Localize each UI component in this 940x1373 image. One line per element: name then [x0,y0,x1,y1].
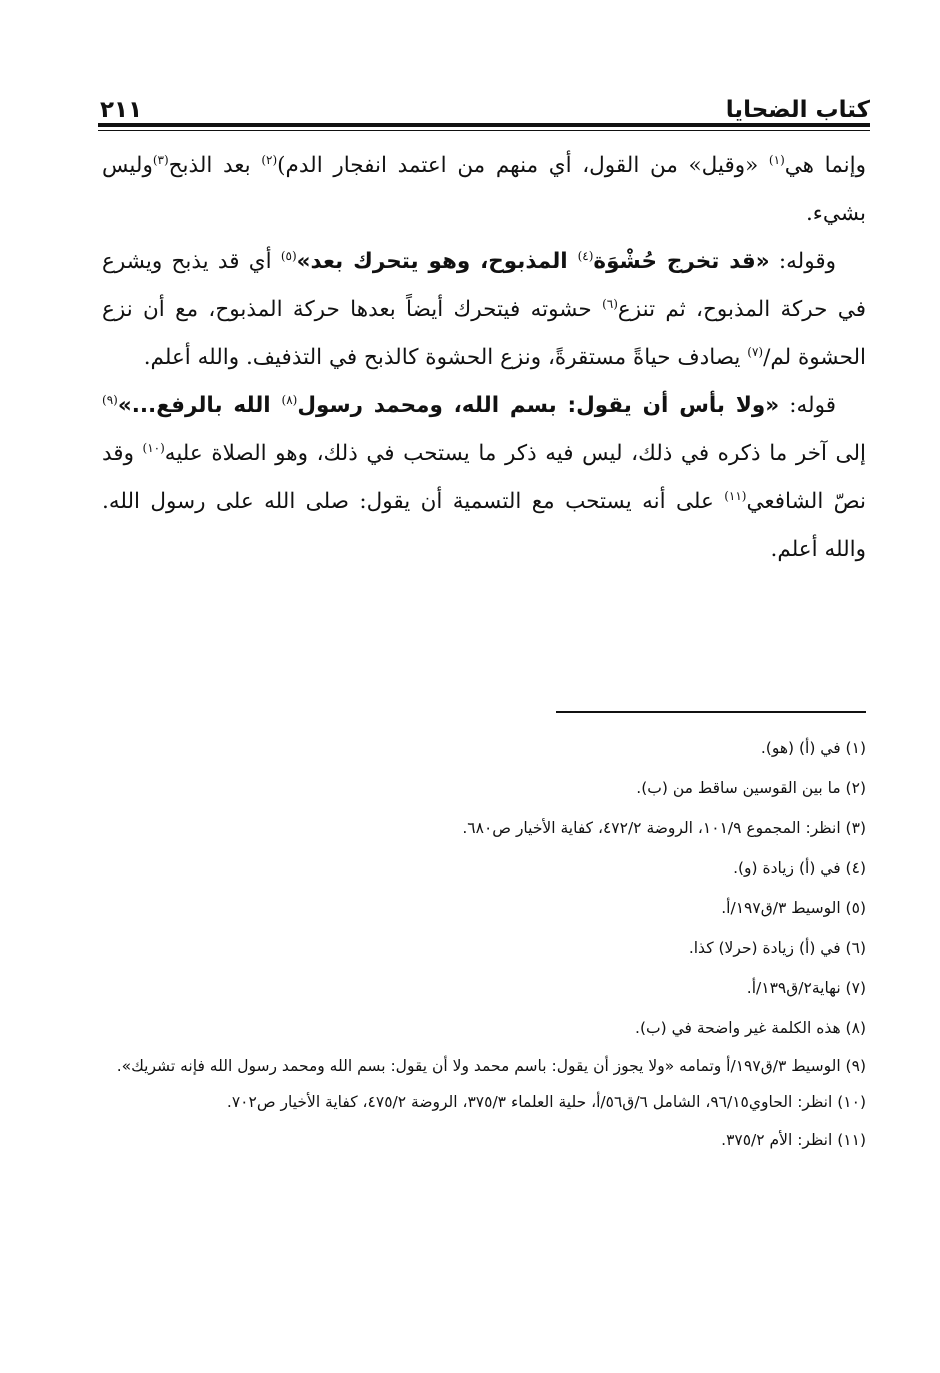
header-rule-thin [98,130,870,131]
footnote-marker: (١١) [724,488,747,503]
page-number: ٢١١ [100,97,143,123]
paragraph-2 [102,238,866,382]
body-text [102,142,866,574]
footnote-marker: (١٠) [142,440,165,455]
header-rule-thick [98,123,870,127]
quoted-text: الله بالرفع...» [117,393,282,418]
footnote-5: (٥) الوسيط ٣/ق١٩٧/أ. [721,899,866,917]
footnote-10: (١٠) انظر: الحاوي٩٦/١٥، الشامل ٦/ق٥٦/أ، حلية العلماء ٣٧٥/٣، الروضة ٤٧٥/٢، كفاية الأخيار ص٧٠٢. [226,1093,866,1111]
footnote-3: (٣) انظر: المجموع ١٠١/٩، الروضة ٤٧٢/٢، كفاية الأخيار ص٦٨٠. [462,819,866,837]
paragraph-1 [102,142,866,238]
running-header [100,82,870,122]
footnote-4: (٤) في (أ) زيادة (و). [733,859,866,877]
paragraph-3 [102,382,866,574]
quoted-text: «قد تخرج حُشْوَة [593,249,770,274]
footnote-6: (٦) في (أ) زيادة (حرلا) كذا. [688,939,866,957]
footnote-8: (٨) هذه الكلمة غير واضحة في (ب). [635,1019,866,1037]
footnote-marker: (٤) [577,248,594,263]
chapter-title: كتاب الضحايا [725,97,870,123]
footnote-marker: (٢) [261,152,278,167]
footnote-marker: (٦) [602,296,618,311]
text-segment: وليس بشيء. [102,153,866,226]
quoted-text: «ولا بأس أن يقول: بسم الله، ومحمد رسول [297,393,780,418]
footnote-marker: (٩) [102,392,118,407]
footnote-1: (١) في (أ) (هو). [760,739,866,757]
text-segment: حشوته فيتحرك أيضاً بعدها حركة المذبوح، مع أن نزع الحشوة لم/ [102,297,866,370]
text-segment: بعد الذبح [168,153,262,178]
footnote-marker: (٣) [152,152,169,167]
text-segment: وقد نصّ الشافعي [102,441,866,514]
text-segment: على أنه يستحب مع التسمية أن يقول: صلى الله على رسول الله. والله أعلم. [102,489,866,562]
text-segment: أي قد يذبح ويشرع في حركة المذبوح، ثم تنزع [102,249,866,322]
footnote-11: (١١) انظر: الأم ٣٧٥/٢. [721,1131,866,1149]
footnote-7: (٧) نهاية٢/ق١٣٩/أ. [746,979,866,997]
footnotes [104,728,866,1160]
text-segment: وإنما هي [784,153,866,178]
text-segment: «وقيل» من القول، أي منهم من اعتمد انفجار الدم) [277,153,769,178]
footnote-2: (٢) ما بين القوسين ساقط من (ب). [636,779,866,797]
footnote-marker: (٨) [281,392,298,407]
footnote-9: (٩) الوسيط ٣/ق١٩٧/أ وتمامه «ولا يجوز أن يقول: باسم محمد ولا أن يقول: بسم الله ومحمد رسول الله فإنه تشريك». [116,1057,866,1075]
quoted-text: المذبوح، وهو يتحرك بعد» [296,249,578,274]
footnote-marker: (٧) [747,344,764,359]
text-segment: يصادف حياةً مستقرةً، ونزع الحشوة كالذبح في التذفيف. والله أعلم. [143,345,748,370]
footnote-marker: (١) [768,152,785,167]
text-segment: قوله: [779,393,836,418]
text-segment: وقوله: [769,249,836,274]
footnote-separator [556,711,866,713]
footnote-marker: (٥) [280,248,297,263]
text-segment: إلى آخر ما ذكره في ذلك، ليس فيه ذكر ما يستحب في ذلك، وهو الصلاة عليه [164,441,866,466]
